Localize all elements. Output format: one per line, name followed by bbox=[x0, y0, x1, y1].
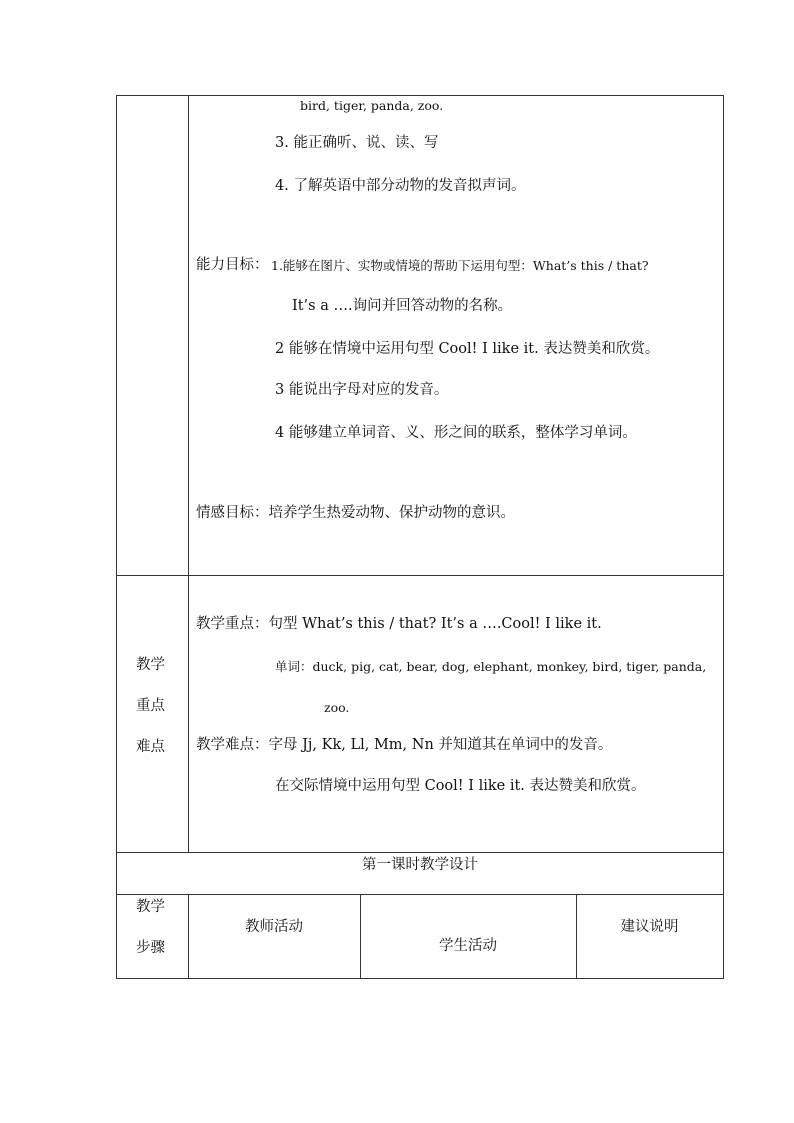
ability-objective-1-cont: It’s a ….询问并回答动物的名称。 bbox=[292, 298, 513, 314]
col-teacher-activity: 教师活动 bbox=[245, 919, 303, 935]
ability-objective-1: 1.能够在图片、实物或情境的帮助下运用句型：What’s this / that? bbox=[271, 258, 649, 273]
table-divider-steps bbox=[188, 894, 189, 979]
knowledge-words-tail: bird, tiger, panda, zoo. bbox=[300, 98, 444, 113]
teaching-focus: 教学重点：句型 What’s this / that? It’s a ….Cool! I like it. bbox=[196, 616, 602, 632]
emotion-objective: 情感目标：培养学生热爱动物、保护动物的意识。 bbox=[196, 505, 515, 521]
knowledge-objective-4: 4. 了解英语中部分动物的发音拟声词。 bbox=[275, 178, 526, 194]
lesson-title: 第一课时教学设计 bbox=[362, 857, 478, 873]
teaching-focus-words: 单词：duck, pig, cat, bear, dog, elephant, monkey, bird, tiger, panda, bbox=[275, 659, 707, 674]
table-border-row1 bbox=[116, 575, 724, 576]
col-student-activity: 学生活动 bbox=[439, 938, 497, 954]
teaching-difficulty-2: 在交际情境中运用句型 Cool! I like it. 表达赞美和欣赏。 bbox=[275, 778, 646, 794]
teaching-focus-words-tail: zoo. bbox=[324, 700, 350, 715]
key-points-label-3: 难点 bbox=[136, 739, 165, 755]
table-divider-label bbox=[188, 95, 189, 853]
table-divider-student bbox=[576, 894, 577, 979]
table-border-left bbox=[116, 95, 117, 979]
teaching-difficulty: 教学难点：字母 Jj, Kk, Ll, Mm, Nn 并知道其在单词中的发音。 bbox=[196, 737, 613, 753]
key-points-label-2: 重点 bbox=[136, 698, 165, 714]
ability-objective-4: 4 能够建立单词音、义、形之间的联系，整体学习单词。 bbox=[275, 425, 637, 441]
table-border-row2 bbox=[116, 852, 724, 853]
knowledge-objective-3: 3. 能正确听、说、读、写 bbox=[275, 135, 439, 151]
col-suggestion-notes: 建议说明 bbox=[620, 919, 679, 935]
key-points-label-1: 教学 bbox=[136, 657, 165, 673]
ability-objective-label: 能力目标： bbox=[196, 257, 269, 273]
steps-label-2: 步骤 bbox=[136, 940, 165, 956]
table-border-bottom bbox=[116, 978, 724, 979]
table-border-row3 bbox=[116, 894, 724, 895]
ability-objective-2: 2 能够在情境中运用句型 Cool! I like it. 表达赞美和欣赏。 bbox=[275, 341, 660, 357]
ability-objective-3: 3 能说出字母对应的发音。 bbox=[275, 382, 449, 398]
table-border-top bbox=[116, 95, 724, 96]
steps-label-1: 教学 bbox=[136, 899, 165, 915]
table-border-right bbox=[723, 95, 724, 979]
